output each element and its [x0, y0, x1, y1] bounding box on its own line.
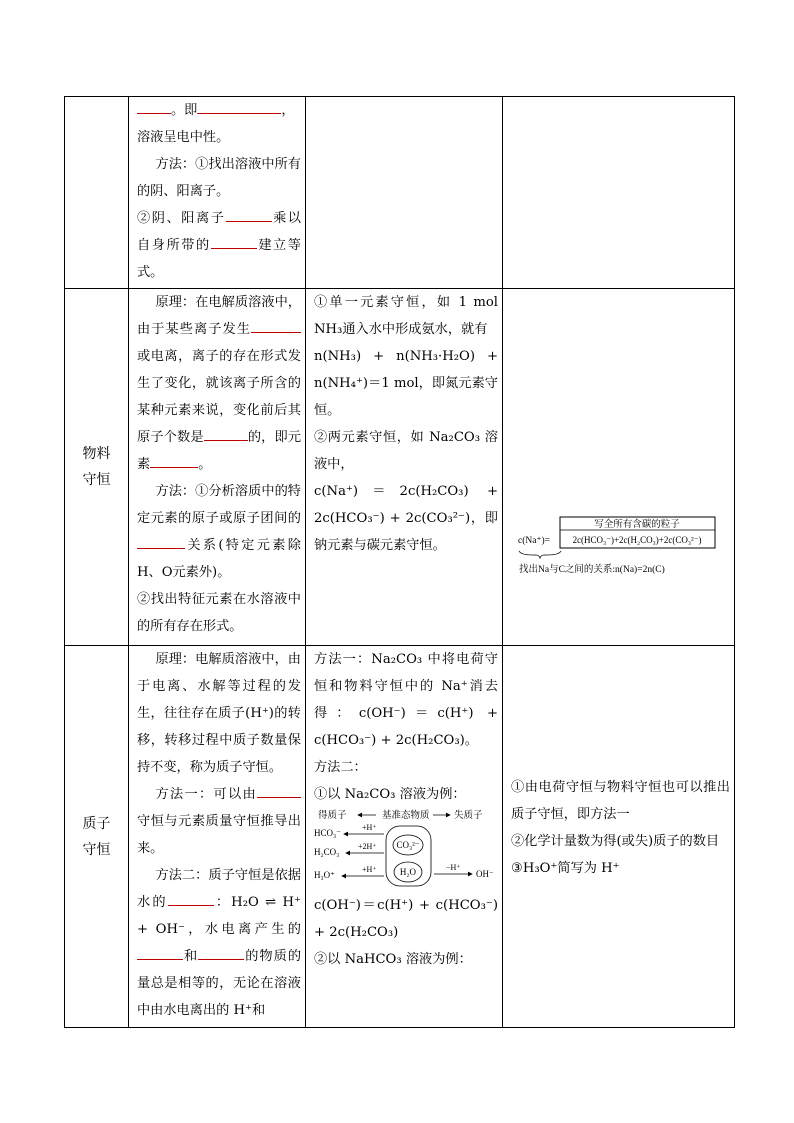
example-method-1: 方法一：Na₂CO₃ 中将电荷守恒和物料守恒中的 Na⁺消去得：c(OH⁻)＝c(H⁺) + c(HCO₃⁻) + 2c(H₂CO₃)。 [314, 652, 498, 748]
text-fragment: 守恒与元素质量守恒推导出来。 [137, 814, 301, 856]
species-h2co3: H₂CO₃ [314, 847, 340, 857]
note-line: ②化学计量数为得(或失)质子的数目 [511, 834, 720, 849]
example-equation: n(NH₃) + n(NH₃·H₂O) + n(NH₄⁺)＝1 mol，即氮元素守恒。 [314, 349, 498, 418]
row-label-material [65, 289, 129, 646]
method-label: 方法： [155, 157, 196, 172]
text-fragment: ②阴、阳离子 [137, 211, 226, 226]
text-fragment: 关系(特定元素除H、O元素外)。 [137, 538, 301, 580]
row-label-line: 质子 [82, 815, 111, 832]
material-example-cell [306, 289, 503, 646]
charge-example-cell [306, 97, 503, 289]
method-step: ①找出溶液中所有的阴、阳离子。 [137, 157, 301, 199]
example-title: ①单一元素守恒，如 1 mol NH₃通入水中形成氨水，就有 [314, 295, 498, 337]
row-label-line: 守恒 [82, 472, 111, 488]
answer-blank[interactable] [257, 783, 301, 798]
answer-blank[interactable] [137, 534, 185, 549]
answer-blank[interactable] [197, 99, 281, 114]
row-label-empty [65, 97, 129, 289]
conservation-table [64, 96, 735, 1028]
text-fragment: 的，即元素 [137, 430, 302, 472]
answer-blank[interactable] [211, 234, 257, 249]
figure-lhs: c(Na⁺)= [518, 536, 550, 546]
example-title: ①以 Na₂CO₃ 溶液为例： [314, 787, 466, 802]
row-label-line: 物料 [82, 446, 111, 462]
charge-note-cell [503, 97, 735, 289]
proton-principle-cell [129, 646, 306, 1028]
note-line: ③H₃O⁺简写为 H⁺ [511, 861, 620, 876]
proton-note-cell [503, 646, 735, 1028]
text-fragment: 方法：①分析溶质中的特定元素的原子或原子团间的 [137, 484, 301, 526]
species-h2o: H₂O [399, 867, 417, 877]
label-lose-proton: 失质子 [454, 811, 483, 821]
answer-blank[interactable] [137, 945, 183, 960]
example-title: ②以 NaHCO₃ 溶液为例： [314, 952, 472, 967]
example-title: ②两元素守恒，如 Na₂CO₃ 溶液中， [314, 430, 498, 472]
answer-blank[interactable] [168, 891, 214, 906]
answer-blank[interactable] [204, 426, 248, 441]
example-equation: c(OH⁻)＝c(H⁺) + c(HCO₃⁻) + 2c(H₂CO₃) [314, 898, 498, 940]
proton-example-cell [306, 646, 503, 1028]
text-fragment: 。即 [171, 103, 198, 118]
species-oh: OH⁻ [476, 869, 494, 879]
text-fragment: 方法一：可以由 [155, 787, 257, 802]
label-gain-proton: 得质子 [318, 811, 347, 821]
text-fragment: 的物质的量总是相等的，无论在溶液中由水电离出的 H⁺和 [137, 949, 302, 1018]
note-line: ①由电荷守恒与物料守恒也可以推出质子守恒，即方法一 [511, 780, 730, 822]
label-plus-2h: +2H⁺ [358, 842, 377, 851]
answer-blank[interactable] [198, 945, 244, 960]
row-label-proton [65, 646, 129, 1028]
method-step: ②找出特征元素在水溶液中的所有存在形式。 [137, 592, 301, 634]
answer-blank[interactable] [150, 453, 198, 468]
answer-blank[interactable] [251, 318, 301, 333]
material-figure-cell [503, 289, 735, 646]
text-fragment: 。 [198, 457, 212, 472]
label-plus-h-water: +H⁺ [362, 865, 377, 874]
label-minus-h: −H⁺ [446, 863, 461, 872]
species-hco3: HCO₃⁻ [314, 828, 341, 838]
text-line: 溶液呈电中性。 [137, 130, 230, 145]
charge-principle-cell [129, 97, 306, 289]
label-base-species: 基准态物质 [382, 811, 430, 821]
text-fragment: 原理：在电解质溶液中，由于某些离子发生 [137, 295, 301, 337]
text-fragment: 和 [183, 949, 199, 964]
answer-blank[interactable] [226, 207, 272, 222]
text-fragment: 方法二：质子守恒是依据水的 [137, 868, 301, 910]
row-material-conservation [65, 289, 735, 646]
row-label-line: 守恒 [82, 841, 111, 858]
text-fragment: ， [281, 103, 295, 118]
figure-brace [519, 551, 561, 558]
row-charge-conservation [65, 97, 735, 289]
label-plus-h: +H⁺ [362, 823, 377, 832]
figure-caption: 找出Na与C之间的关系:n(Na)=2n(C) [519, 565, 665, 575]
text-fragment: ：H₂O ⇌ H⁺ + OH⁻，水电离产生的 [137, 895, 301, 937]
figure-box-title: 写全所有含碳的粒子 [594, 520, 680, 530]
proton-transfer-diagram [312, 808, 502, 892]
answer-blank[interactable] [137, 99, 171, 114]
example-equation: c(Na⁺)＝2c(H₂CO₃) + 2c(HCO₃⁻) + 2c(CO₃²⁻)，即钠元素与碳元素守恒。 [314, 484, 498, 553]
figure-box-formula: 2c(HCO₃⁻)+2c(H₂CO₃)+2c(CO₃²⁻) [572, 535, 702, 545]
species-h3o: H₃O⁺ [314, 870, 335, 880]
principle-text: 原理：电解质溶液中，由于电离、水解等过程的发生，往往存在质子(H⁺)的转移，转移过程中质子数量保持不变，称为质子守恒。 [137, 652, 301, 775]
text-fragment: 乘以自身所带的 [137, 211, 301, 253]
text-fragment: 或电离，离子的存在形式发生了变化，就该离子所含的某种元素来说，变化前后其原子个数是 [137, 349, 301, 445]
species-co3: CO₃²⁻ [396, 840, 420, 850]
sodium-carbon-relation-figure [503, 289, 734, 641]
material-principle-cell [129, 289, 306, 646]
example-method-2-title: 方法二： [314, 760, 367, 775]
row-proton-conservation [65, 646, 735, 1028]
text-fragment: 建立等式。 [137, 238, 301, 280]
